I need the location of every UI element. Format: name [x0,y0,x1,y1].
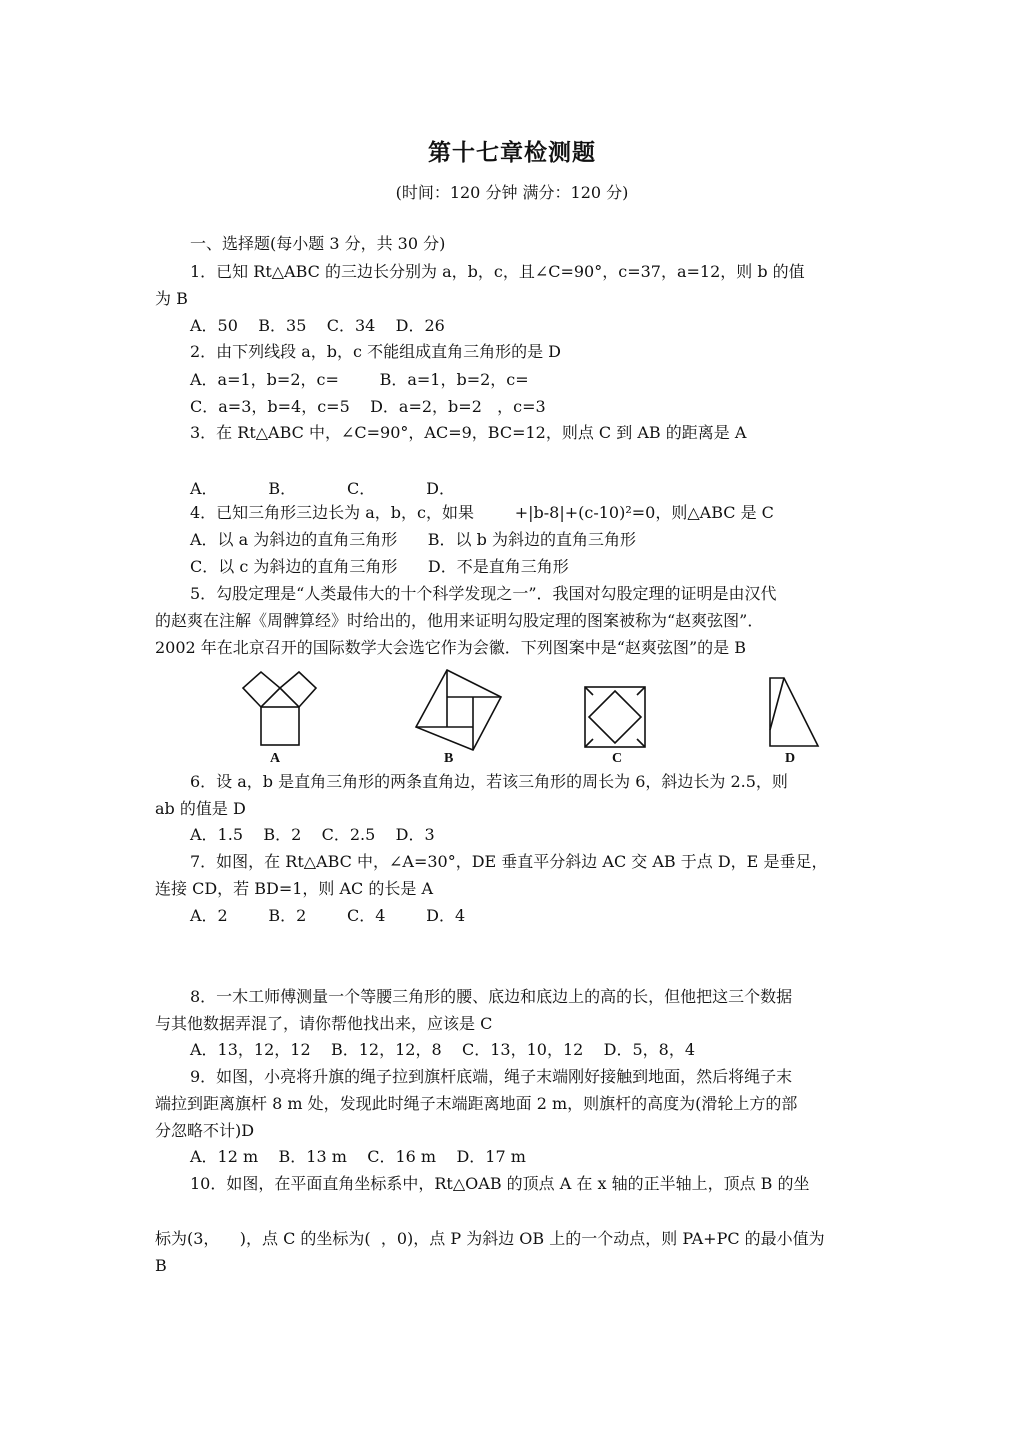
figure-a-pythagorean-squares [236,670,326,752]
figure-c-label: C [612,751,623,766]
q10-stem-line2: 标为(3， )，点 C 的坐标为( ，0)，点 P 为斜边 OB 上的一个动点，则 PA+PC 的最小值为 [155,1229,825,1248]
q9-stem-line2: 端拉到距离旗杆 8 m 处，发现此时绳子末端距离地面 2 m，则旗杆的高度为(滑轮上方的部 [155,1094,798,1113]
q6-stem: 6．设 a，b 是直角三角形的两条直角边，若该三角形的周长为 6，斜边长为 2.5，则 [190,772,788,791]
q3-options: A． B． C． D． [190,479,455,498]
figure-d-label: D [785,751,796,766]
page-title: 第十七章检测题 [428,139,596,166]
q9-options: A．12 m B．13 m C．16 m D．17 m [190,1147,526,1166]
q4-options-cd: C．以 c 为斜边的直角三角形 D．不是直角三角形 [190,557,569,576]
q6-options: A．1.5 B．2 C．2.5 D．3 [190,825,435,844]
q5-stem-line3: 2002 年在北京召开的国际数学大会选它作为会徽．下列图案中是“赵爽弦图”的是 B [155,638,747,657]
figure-c-nested-squares [583,685,647,749]
q1-stem: 1．已知 Rt△ABC 的三边长分别为 a，b，c，且∠C=90°，c=37，a=12，则 b 的值 [190,262,805,281]
q10-stem: 10．如图，在平面直角坐标系中，Rt△OAB 的顶点 A 在 x 轴的正半轴上，顶点 B 的坐 [190,1174,810,1193]
section-heading: 一、选择题(每小题 3 分，共 30 分) [190,234,446,253]
figure-b-zhao-shuang-diagram [410,668,505,752]
q10-answer: B [155,1256,167,1275]
q2-stem: 2．由下列线段 a，b，c 不能组成直角三角形的是 D [190,342,562,361]
q7-stem: 7．如图，在 Rt△ABC 中，∠A=30°，DE 垂直平分斜边 AC 交 AB 于点 D，E 是垂足， [190,852,828,871]
q2-options-cd: C．a=3，b=4，c=5 D．a=2，b=2 ，c=3 [190,397,546,416]
q6-stem-cont: ab 的值是 D [155,799,246,818]
q2-options-ab: A．a=1，b=2，c= B．a=1，b=2，c= [190,370,529,389]
q9-stem: 9．如图，小亮将升旗的绳子拉到旗杆底端，绳子末端刚好接触到地面，然后将绳子末 [190,1067,793,1086]
q7-options: A．2 B．2 C．4 D．4 [190,906,466,925]
q8-options: A．13，12，12 B．12，12，8 C．13，10，12 D．5，8，4 [190,1040,696,1059]
q1-stem-cont: 为 B [155,289,188,308]
figure-b-label: B [444,751,454,766]
q7-stem-cont: 连接 CD，若 BD=1，则 AC 的长是 A [155,879,434,898]
q4-stem: 4．已知三角形三边长为 a，b，c，如果 +|b-8|+(c-10)²=0，则△ABC 是 C [190,503,774,522]
q5-stem: 5．勾股定理是“人类最伟大的十个科学发现之一”．我国对勾股定理的证明是由汉代 [190,584,777,603]
q4-options-ab: A．以 a 为斜边的直角三角形 B．以 b 为斜边的直角三角形 [190,530,636,549]
figure-d-triangle [764,676,822,748]
q8-stem-cont: 与其他数据弄混了，请你帮他找出来，应该是 C [155,1014,493,1033]
q1-options: A．50 B．35 C．34 D．26 [190,316,445,335]
q5-stem-line2: 的赵爽在注解《周髀算经》时给出的，他用来证明勾股定理的图案被称为“赵爽弦图”． [155,611,764,630]
q9-stem-line3: 分忽略不计)D [155,1121,255,1140]
q3-stem: 3．在 Rt△ABC 中，∠C=90°，AC=9，BC=12，则点 C 到 AB 的距离是 A [190,423,747,442]
figure-a-label: A [270,751,281,766]
exam-info: (时间：120 分钟 满分：120 分) [395,183,629,202]
q8-stem: 8．一木工师傅测量一个等腰三角形的腰、底边和底边上的高的长，但他把这三个数据 [190,987,793,1006]
